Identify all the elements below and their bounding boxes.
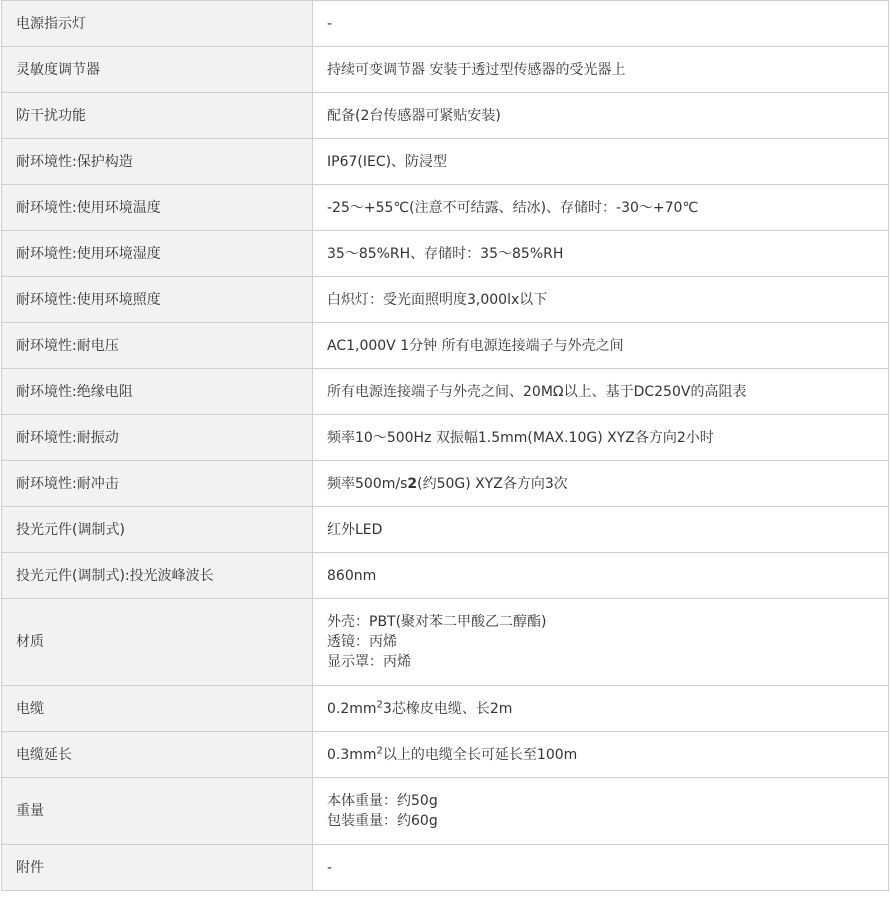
value-line: 频率10～500Hz 双振幅1.5mm(MAX.10G) XYZ各方向2小时 (327, 429, 714, 446)
table-row (2, 599, 889, 686)
table-row (2, 369, 889, 415)
superscript: 2 (376, 744, 383, 756)
row-value (313, 732, 889, 778)
row-value (313, 139, 889, 185)
value-line: 持续可变调节器 安装于透过型传感器的受光器上 (327, 61, 626, 78)
value-line: 860nm (327, 567, 377, 584)
value-line: AC1,000V 1分钟 所有电源连接端子与外壳之间 (327, 337, 624, 354)
value-line (327, 745, 888, 765)
table-row (2, 185, 889, 231)
table-row (2, 686, 889, 732)
table-row (2, 553, 889, 599)
row-value (313, 553, 889, 599)
row-value (313, 231, 889, 277)
row-value (313, 47, 889, 93)
row-label: 耐环境性:耐电压 (2, 323, 313, 369)
value-line: 本体重量：约50g (327, 793, 438, 809)
row-value (313, 599, 889, 686)
table-row (2, 778, 889, 845)
row-label: 重量 (2, 778, 313, 845)
value-line: - (327, 15, 333, 32)
value-text: 0.3mm (327, 746, 377, 763)
row-value (313, 686, 889, 732)
value-line: 所有电源连接端子与外壳之间、20MΩ以上、基于DC250V的高阻表 (327, 383, 747, 400)
value-line: 配备(2台传感器可紧贴安装) (327, 107, 501, 124)
value-line: IP67(IEC)、防浸型 (327, 153, 448, 170)
table-row (2, 93, 889, 139)
row-value (313, 1, 889, 47)
table-row (2, 1, 889, 47)
table-row (2, 507, 889, 553)
table-row (2, 323, 889, 369)
row-label: 材质 (2, 599, 313, 686)
table-row (2, 415, 889, 461)
row-label: 耐环境性:保护构造 (2, 139, 313, 185)
table-row (2, 845, 889, 891)
row-label: 耐环境性:使用环境温度 (2, 185, 313, 231)
value-line: -25～+55℃(注意不可结露、结冰)、存储时：-30～+70℃ (327, 199, 699, 216)
row-value (313, 369, 889, 415)
row-label: 投光元件(调制式):投光波峰波长 (2, 553, 313, 599)
superscript: 2 (376, 698, 383, 710)
row-label: 电缆 (2, 686, 313, 732)
value-line: 35～85%RH、存储时：35～85%RH (327, 245, 564, 262)
row-label: 灵敏度调节器 (2, 47, 313, 93)
table-row (2, 461, 889, 507)
row-label: 耐环境性:使用环境照度 (2, 277, 313, 323)
value-line: 红外LED (327, 521, 383, 538)
table-row (2, 231, 889, 277)
row-value (313, 845, 889, 891)
value-line (327, 474, 888, 494)
value-line: 包装重量：约60g (327, 813, 438, 829)
row-label: 防干扰功能 (2, 93, 313, 139)
table-row (2, 732, 889, 778)
row-value (313, 93, 889, 139)
row-value (313, 461, 889, 507)
value-text: 0.2mm (327, 700, 377, 717)
row-value (313, 507, 889, 553)
row-label: 附件 (2, 845, 313, 891)
row-label: 耐环境性:耐振动 (2, 415, 313, 461)
value-line: 白炽灯：受光面照明度3,000lx以下 (327, 291, 548, 308)
row-value (313, 415, 889, 461)
table-row (2, 139, 889, 185)
table-row (2, 277, 889, 323)
value-line: 显示罩：丙烯 (327, 654, 411, 670)
value-text: 以上的电缆全长可延长至100m (382, 746, 578, 763)
spec-table (1, 0, 889, 891)
row-value (313, 778, 889, 845)
row-value (313, 185, 889, 231)
row-label: 耐环境性:绝缘电阻 (2, 369, 313, 415)
row-label: 耐环境性:使用环境湿度 (2, 231, 313, 277)
table-row (2, 47, 889, 93)
row-value (313, 323, 889, 369)
value-line: 透镜：丙烯 (327, 634, 397, 650)
row-label: 耐环境性:耐冲击 (2, 461, 313, 507)
value-text: 3芯橡皮电缆、长2m (382, 700, 513, 717)
row-value (313, 277, 889, 323)
value-line (327, 699, 888, 719)
row-label: 电缆延长 (2, 732, 313, 778)
row-label: 电源指示灯 (2, 1, 313, 47)
value-line: - (327, 859, 333, 876)
value-line: 外壳：PBT(聚对苯二甲酸乙二醇酯) (327, 614, 547, 630)
row-label: 投光元件(调制式) (2, 507, 313, 553)
value-text: (约50G) XYZ各方向3次 (417, 475, 568, 492)
value-bold: 2 (407, 475, 418, 492)
value-text: 频率500m/s (327, 475, 408, 492)
